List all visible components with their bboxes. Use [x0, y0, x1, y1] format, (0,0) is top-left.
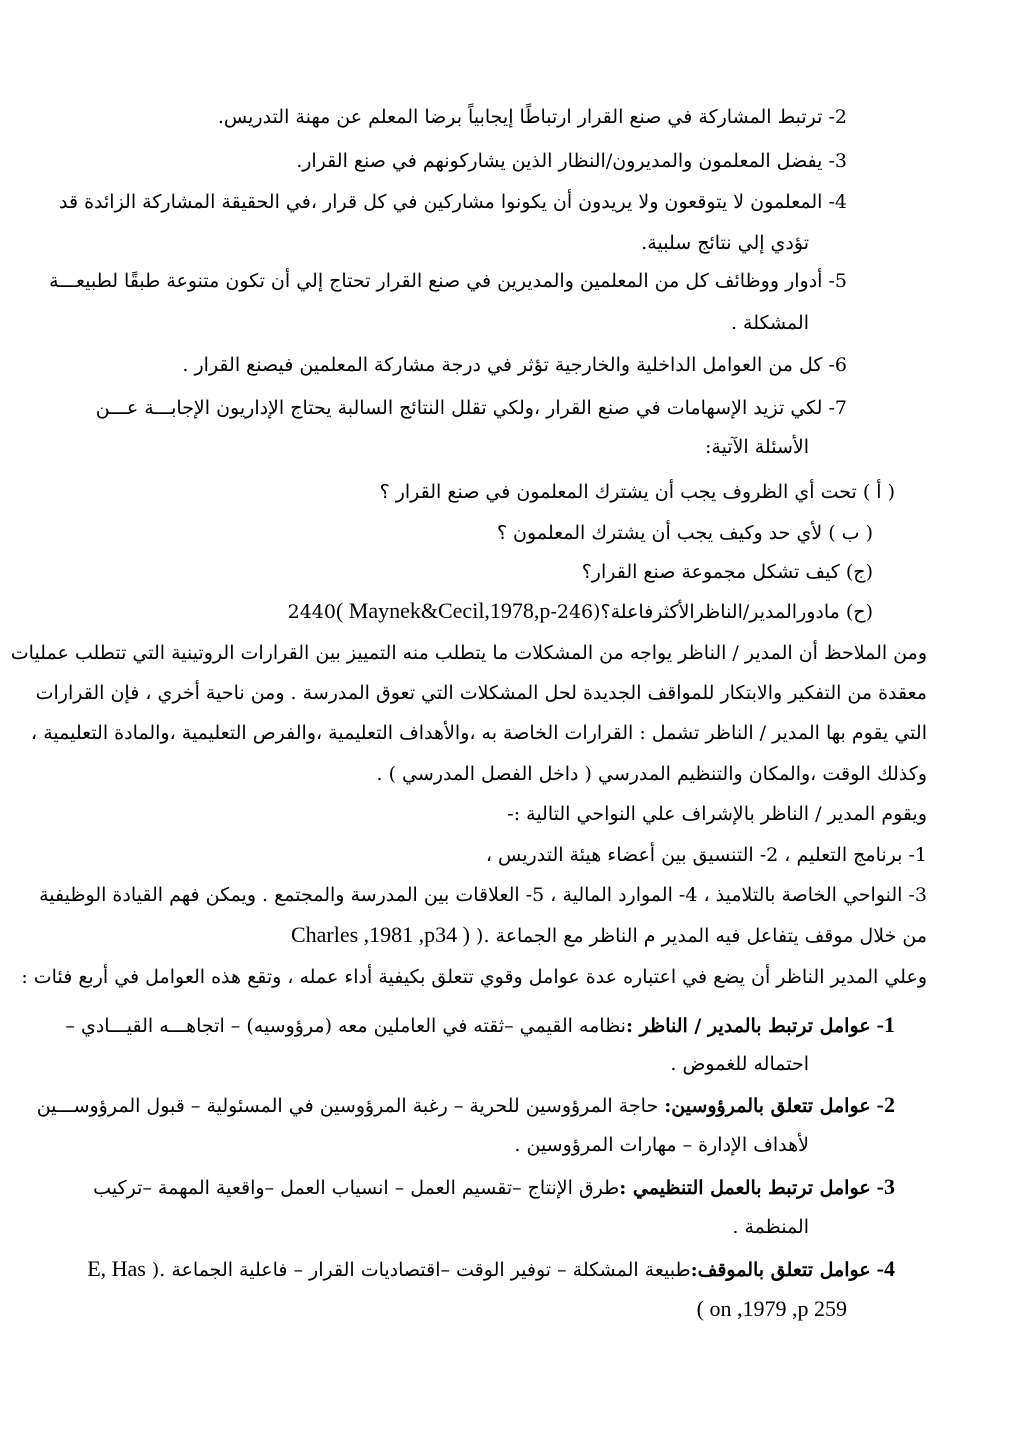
factor-4-continuation: [96, 1292, 847, 1327]
supervision-row1: 1- برنامج التعليم ، 2- التنسيق بين أعضاء هيئة التدريس ،: [485, 844, 927, 866]
item-6: 6- كل من العوامل الداخلية والخارجية تؤثر في درجة مشاركة المعلمين فيصنع القرار .: [182, 354, 847, 376]
paragraph-1-line2: معقدة من التفكير والابتكار للمواقف الجديدة لحل المشكلات التي تعوق المدرسة . ومن ناحية أخري ، فإن القرارات: [35, 682, 927, 704]
factor-4-citation-cont: ( on ,1979 ,p 259: [696, 1296, 847, 1321]
question-b: ( ب ) لأي حد وكيف يجب أن يشترك المعلمون ؟: [496, 522, 873, 544]
supervision-intro: ويقوم المدير / الناظر بالإشراف علي النواحي التالية :-: [507, 803, 927, 825]
item-2: 2- ترتبط المشاركة في صنع القرار ارتباطًا إيجابياً برضا المعلم عن مهنة التدريس.: [217, 106, 847, 128]
factor-4-number: 4-: [876, 1256, 895, 1281]
factor-4-citation: E, Has: [87, 1256, 146, 1281]
factor-2-label: عوامل تتعلق بالمرؤوسين:: [664, 1095, 871, 1117]
item-3: 3- يفضل المعلمون والمديرون/النظار الذين يشاركونهم في صنع القرار.: [296, 150, 847, 172]
factor-4: [87, 1252, 895, 1287]
item-7-line2: الأسئلة الآتية:: [704, 436, 809, 458]
question-c: (ج) كيف تشكل مجموعة صنع القرار؟: [581, 561, 873, 583]
factor-2: [36, 1088, 895, 1123]
supervision-citation: Charles ,1981 ,p34 ): [290, 922, 470, 947]
factor-1-label: عوامل ترتبط بالمدير / الناظر :: [625, 1015, 871, 1037]
factor-1-continuation: احتماله للغموض .: [670, 1053, 809, 1075]
factor-3-number: 3-: [876, 1174, 895, 1199]
paragraph-1-line4: وكذلك الوقت ،والمكان والتنظيم المدرسي ( داخل الفصل المدرسي ) .: [376, 763, 927, 785]
item-5-line1: 5- أدوار ووظائف كل من المعلمين والمديرين في صنع القرار تحتاج إلي أن تكون متنوعة طبقًا لطبيعـــة: [49, 270, 847, 292]
factor-3-continuation: المنظمة .: [732, 1216, 809, 1238]
item-5-line2: المشكلة .: [730, 312, 809, 334]
paragraph-1-line3: التي يقوم بها المدير / الناظر تشمل : القرارات الخاصة به ،والأهداف التعليمية ،والفرص التعليمية ،والمادة التعليمية ،: [31, 722, 927, 744]
factor-3-label: عوامل ترتبط بالعمل التنظيمي :: [619, 1177, 871, 1199]
factor-4-text: طبيعة المشكلة – توفير الوقت –اقتصاديات القرار – فاعلية الجماعة .(: [151, 1259, 691, 1281]
factor-2-text: حاجة المرؤوسين للحرية – رغبة المرؤوسين في المسئولية – قبول المرؤوســـين: [36, 1095, 665, 1117]
question-a: ( أ ) تحت أي الظروف يجب أن يشترك المعلمون في صنع القرار ؟: [379, 481, 895, 503]
item-4-line2: تؤدي إلي نتائج سلبية.: [641, 232, 809, 254]
question-d: [96, 594, 873, 629]
supervision-row2: 3- النواحي الخاصة بالتلاميذ ، 4- الموارد المالية ، 5- العلاقات بين المدرسة والمجتمع . ويمكن فهم القيادة الوظيفية: [39, 884, 927, 906]
factor-4-label: عوامل تتعلق بالموقف:: [690, 1259, 871, 1281]
factor-3: [93, 1170, 895, 1205]
factor-2-number: 2-: [876, 1092, 895, 1117]
item-7-line1: 7- لكي تزيد الإسهامات في صنع القرار ،ولكي تقلل النتائج السالبة يحتاج الإداريون الإجابـــة عـــن: [95, 397, 847, 419]
item-4-line1: 4- المعلمون لا يتوقعون ولا يريدون أن يكونوا مشاركين في كل قرار ،في الحقيقة المشاركة الزائدة قد: [58, 191, 847, 213]
factor-2-continuation: لأهداف الإدارة – مهارات المرؤوسين .: [514, 1134, 809, 1156]
paragraph-1-line1: ومن الملاحظ أن المدير / الناظر يواجه من المشكلات ما يتطلب منه التمييز بين القرارات الروتينية التي تتطلب عمليات: [10, 642, 927, 664]
supervision-row3: [96, 918, 927, 953]
factor-1-number: 1-: [876, 1012, 895, 1037]
supervision-row3-text: من خلال موقف يتفاعل فيه المدير م الناظر مع الجماعة .(: [476, 925, 927, 947]
factor-1: [65, 1008, 895, 1043]
factors-intro: وعلي المدير الناظر أن يضع في اعتباره عدة عوامل وقوي تتعلق بكيفية أداء عمله ، وتقع هذه العوامل في أربع فئات :: [21, 966, 927, 988]
question-d-text: (ح) مادورالمدير/الناظرالأكثرفاعلة؟(246-2440: [287, 601, 873, 623]
factor-1-text: نظامه القيمي –ثقته في العاملين معه (مرؤوسيه) – اتجاهـــه القيـــادي –: [65, 1015, 626, 1037]
question-d-citation: ( Maynek&Cecil,1978,p: [335, 598, 551, 623]
factor-3-text: طرق الإنتاج –تقسيم العمل – انسياب العمل –واقعية المهمة –تركيب: [93, 1177, 620, 1199]
